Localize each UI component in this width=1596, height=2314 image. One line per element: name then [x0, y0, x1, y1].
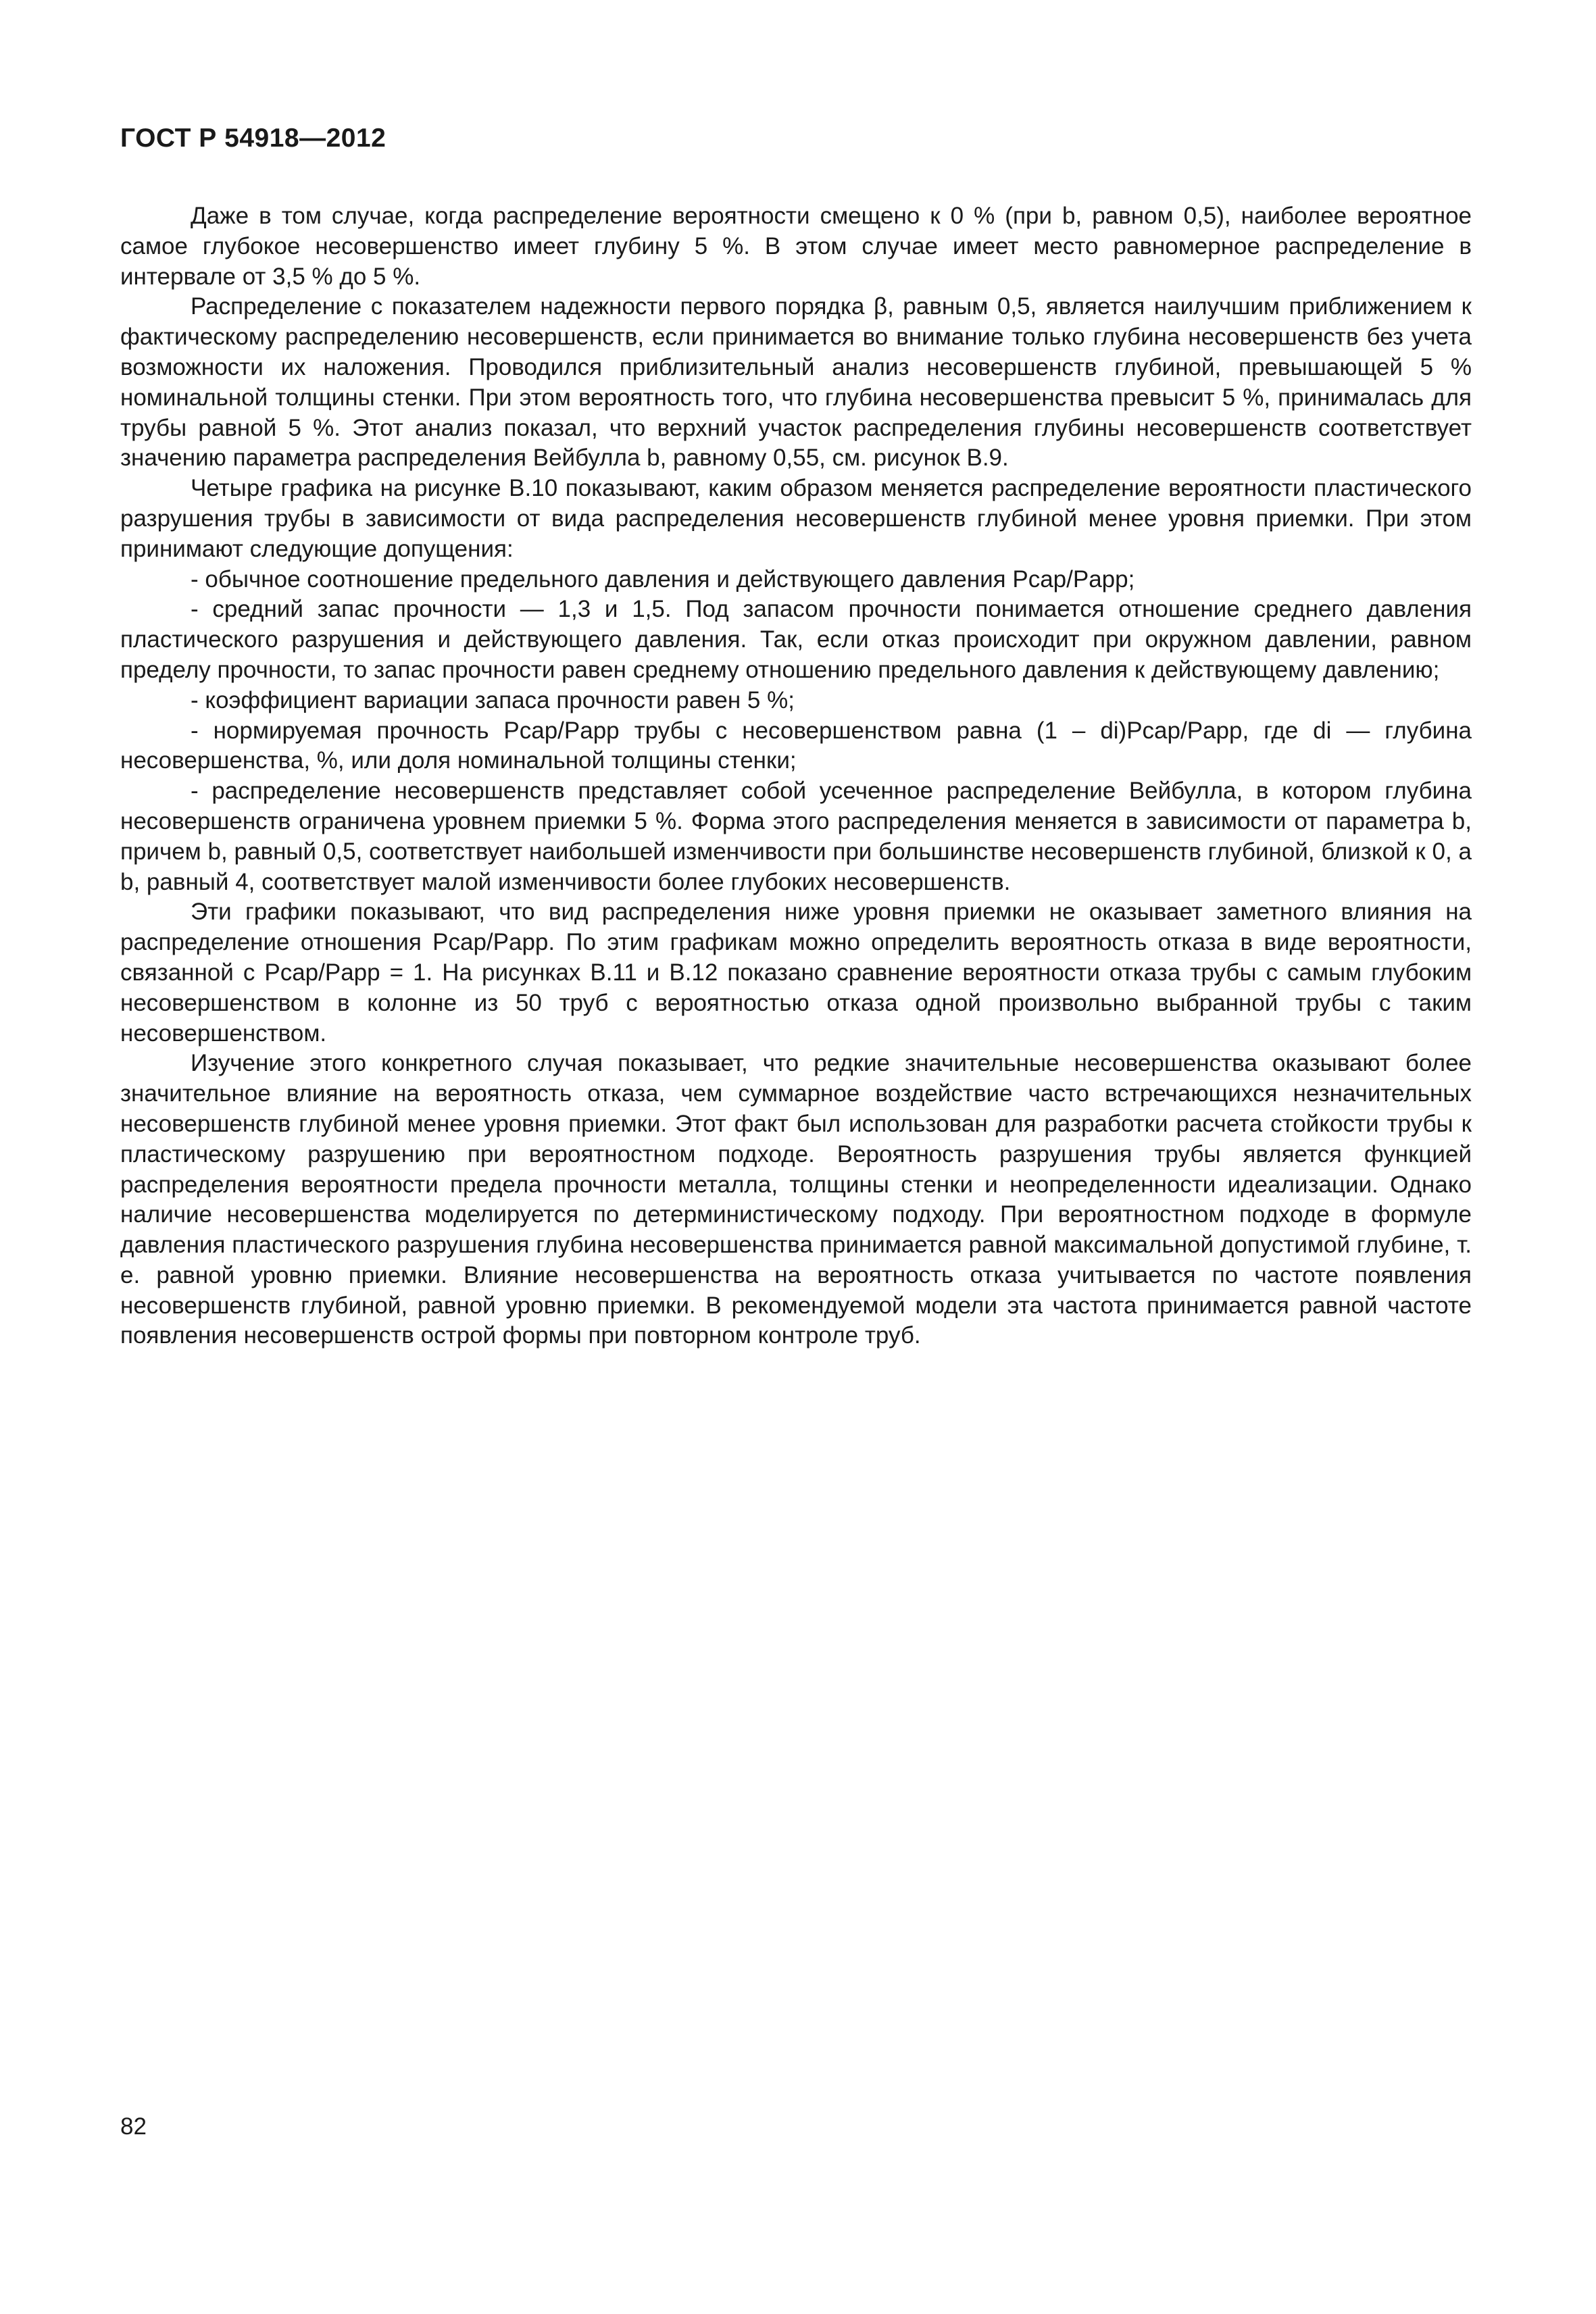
list-item: - коэффициент вариации запаса прочности равен 5 %; [191, 686, 795, 713]
list-item: - средний запас прочности — 1,3 и 1,5. Под запасом прочности понимается отношение среднего давления пластического разрушения и действующего давления. Так, если отказ происходит при окружном давлении, равном пределу прочности, то запас прочности равен среднему отношению предельного давления к действующему давлению; [120, 596, 1472, 683]
paragraph: Эти графики показывают, что вид распределения ниже уровня приемки не оказывает заметного влияния на распределение отношения Pcap/Papp. По этим графикам можно определить вероятность отказа в виде вероятности, связанной с Pcap/Papp = 1. На рисунках В.11 и В.12 показано сравнение вероятности отказа трубы с самым глубоким несовершенством в колонне из 50 труб с вероятностью отказа одной произвольно выбранной трубы с таким несовершенством. [120, 899, 1472, 1047]
document-header: ГОСТ Р 54918—2012 [120, 124, 386, 153]
page-number: 82 [120, 2113, 147, 2140]
paragraph: Распределение с показателем надежности первого порядка β, равным 0,5, является наилучшим приближением к фактическому распределению несовершенств, если принимается во внимание только глубина несовершенств без учета возможности их наложения. Проводился приблизительный анализ несовершенств глубиной, превышающей 5 % номинальной толщины стенки. При этом вероятность того, что глубина несовершенства превысит 5 %, принималась для трубы равной 5 %. Этот анализ показал, что верхний участок распределения глубины несовершенств соответствует значению параметра распределения Вейбулла b, равному 0,55, см. рисунок В.9. [120, 293, 1472, 472]
list-item: - нормируемая прочность Pcap/Papp трубы с несовершенством равна (1 – di)Pcap/Papp, где di — глубина несовершенства, %, или доля номинальной толщины стенки; [120, 717, 1472, 774]
paragraph: Даже в том случае, когда распределение вероятности смещено к 0 % (при b, равном 0,5), наиболее вероятное самое глубокое несовершенство имеет глубину 5 %. В этом случае имеет место равномерное распределение в интервале от 3,5 % до 5 %. [120, 203, 1472, 290]
document-body [120, 201, 1472, 1351]
list-item: - распределение несовершенств представляет собой усеченное распределение Вейбулла, в котором глубина несовершенств ограничена уровнем приемки 5 %. Форма этого распределения меняется в зависимости от параметра b, причем b, равный 0,5, соответствует наибольшей изменчивости при большинстве несовершенств глубиной, близкой к 0, а b, равный 4, соответствует малой изменчивости более глубоких несовершенств. [120, 778, 1472, 895]
paragraph: Четыре графика на рисунке В.10 показывают, каким образом меняется распределение вероятности пластического разрушения трубы в зависимости от вида распределения несовершенств глубиной менее уровня приемки. При этом принимают следующие допущения: [120, 475, 1472, 562]
list-item: - обычное соотношение предельного давления и действующего давления Pcap/Papp; [191, 565, 1135, 593]
paragraph: Изучение этого конкретного случая показывает, что редкие значительные несовершенства оказывают более значительное влияние на вероятность отказа, чем суммарное воздействие часто встречающихся незначительных несовершенств глубиной менее уровня приемки. Этот факт был использован для разработки расчета стойкости трубы к пластическому разрушению при вероятностном подходе. Вероятность разрушения трубы является функцией распределения вероятности предела прочности металла, толщины стенки и неопределенности идеализации. Однако наличие несовершенства моделируется по детерминистическому подходу. При вероятностном подходе в формуле давления пластического разрушения глубина несовершенства принимается равной максимальной допустимой глубине, т. е. равной уровню приемки. Влияние несовершенства на вероятность отказа учитывается по частоте появления несовершенств глубиной, равной уровню приемки. В рекомендуемой модели эта частота принимается равной частоте появления несовершенств острой формы при повторном контроле труб. [120, 1050, 1472, 1349]
